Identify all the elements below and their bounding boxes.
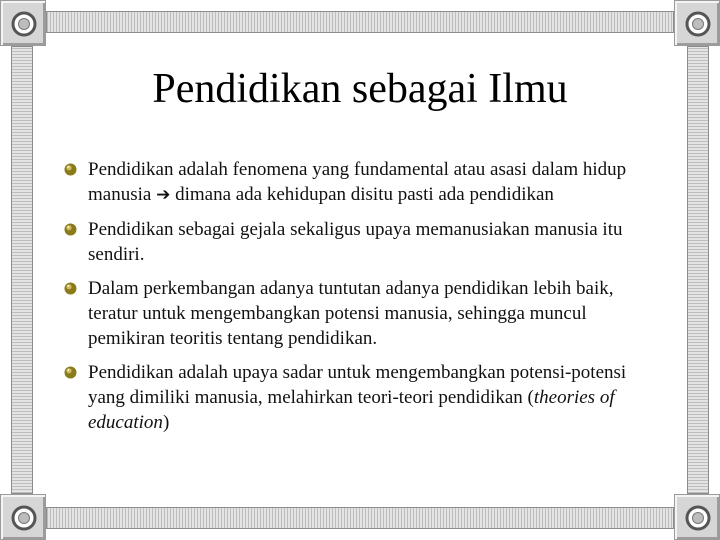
bullet-italic-text: theories of education bbox=[88, 387, 615, 433]
bullet-text: Pendidikan sebagai gejala sekaligus upaya memanusiakan manusia itu sendiri. bbox=[88, 219, 623, 265]
bullet-item bbox=[62, 217, 662, 267]
bullet-item bbox=[62, 360, 662, 435]
bullet-text: dimana ada kehidupan disitu pasti ada pendidikan bbox=[175, 184, 554, 205]
corner-top-left bbox=[0, 0, 46, 46]
bullet-item bbox=[62, 157, 662, 208]
bullet-item bbox=[62, 276, 662, 351]
frame-top-bar bbox=[46, 11, 674, 33]
globe-bullet-icon bbox=[64, 282, 77, 295]
bullet-text: ) bbox=[162, 412, 170, 433]
slide-title: Pendidikan sebagai Ilmu bbox=[152, 66, 568, 112]
ring-bolt-icon bbox=[682, 8, 714, 40]
globe-bullet-icon bbox=[64, 366, 77, 379]
ring-bolt-icon bbox=[8, 8, 40, 40]
frame-left-bar bbox=[11, 46, 33, 494]
globe-bullet-icon bbox=[64, 223, 77, 236]
corner-top-right bbox=[674, 0, 720, 46]
bullet-text: Dalam perkembangan adanya tuntutan adanya pendidikan lebih baik, teratur untuk mengembangkan potensi manusia, sehingga muncul pemikiran teoritis tentang pendidikan. bbox=[88, 278, 614, 349]
arrow-right-icon: ➔ bbox=[156, 185, 171, 205]
globe-bullet-icon bbox=[64, 163, 77, 176]
frame-bottom-bar bbox=[46, 507, 674, 529]
ring-bolt-icon bbox=[8, 502, 40, 534]
corner-bottom-right bbox=[674, 494, 720, 540]
bullet-text: Pendidikan adalah upaya sadar untuk mengembangkan potensi-potensi yang dimiliki manusia, melahirkan teori-teori pendidikan ( bbox=[88, 362, 627, 408]
corner-bottom-left bbox=[0, 494, 46, 540]
frame-right-bar bbox=[687, 46, 709, 494]
bullet-list bbox=[62, 157, 662, 444]
ring-bolt-icon bbox=[682, 502, 714, 534]
bullet-text: Pendidikan adalah fenomena yang fundamental atau asasi dalam hidup manusia bbox=[88, 159, 627, 205]
